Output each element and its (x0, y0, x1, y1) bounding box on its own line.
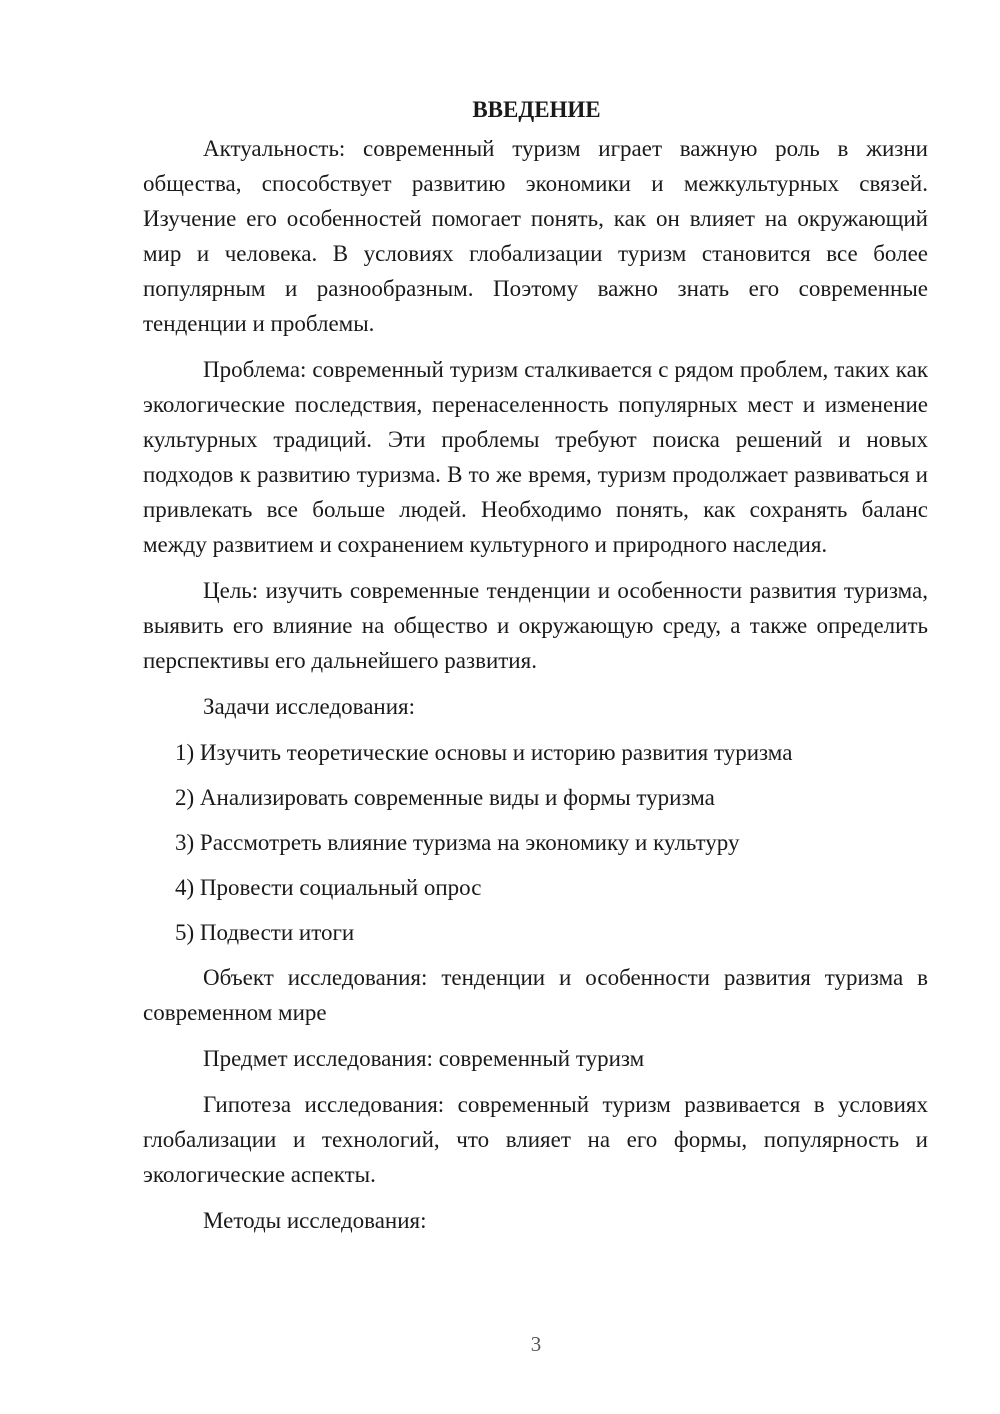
object-paragraph: Объект исследования: тенденции и особенности развития туризма в современном мире (143, 965, 928, 1025)
list-item: 2) Анализировать современные виды и формы туризма (175, 785, 715, 810)
list-item: 1) Изучить теоретические основы и историю развития туризма (175, 740, 793, 765)
tasks-list (143, 735, 928, 950)
page-title: ВВЕДЕНИЕ (472, 97, 601, 122)
list-item: 4) Провести социальный опрос (175, 875, 482, 900)
document-page (143, 92, 928, 1249)
list-item: 3) Рассмотреть влияние туризма на экономику и культуру (175, 830, 740, 855)
subject-paragraph: Предмет исследования: современный туризм (203, 1046, 645, 1071)
page-number: 3 (530, 1332, 542, 1356)
tasks-heading: Задачи исследования: (203, 694, 416, 719)
hypothesis-paragraph: Гипотеза исследования: современный туризм развивается в условиях глобализации и технологий, что влияет на его формы, популярность и экологические аспекты. (143, 1092, 928, 1187)
methods-heading: Методы исследования: (203, 1208, 427, 1233)
problem-paragraph: Проблема: современный туризм сталкивается с рядом проблем, таких как экологические последствия, перенаселенность популярных мест и изменение культурных традиций. Эти проблемы требуют поиска решений и новых подходов к развитию туризма. В то же время, туризм продолжает развиваться и привлекать все больше людей. Необходимо понять, как сохранять баланс между развитием и сохранением культурного и природного наследия. (143, 357, 928, 557)
goal-paragraph: Цель: изучить современные тенденции и особенности развития туризма, выявить его влияние на общество и окружающую среду, а также определить перспективы его дальнейшего развития. (143, 578, 928, 673)
list-item: 5) Подвести итоги (175, 920, 355, 945)
relevance-paragraph: Актуальность: современный туризм играет важную роль в жизни общества, способствует развитию экономики и межкультурных связей. Изучение его особенностей помогает понять, как он влияет на окружающий мир и человека. В условиях глобализации туризм становится все более популярным и разнообразным. Поэтому важно знать его современные тенденции и проблемы. (143, 136, 928, 336)
